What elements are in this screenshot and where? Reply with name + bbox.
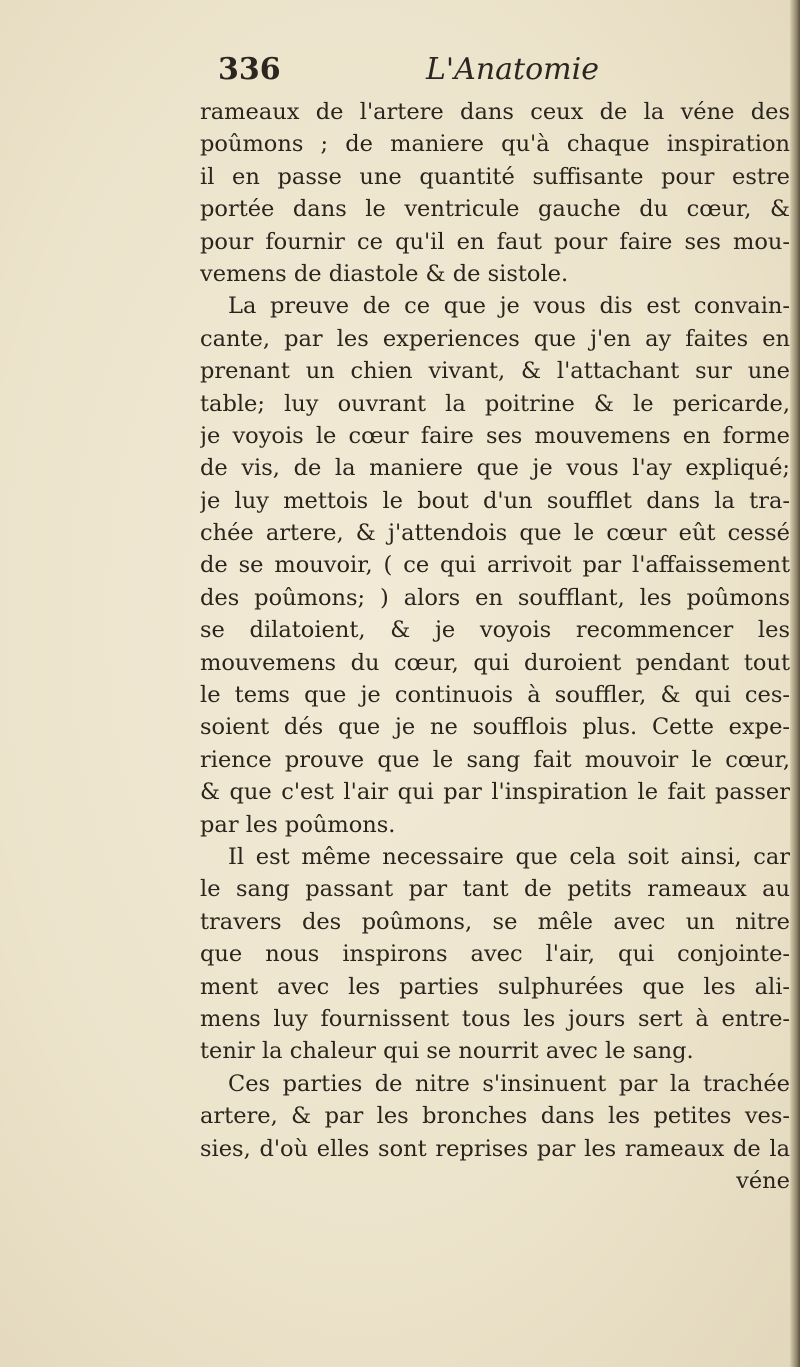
text-line: portée dans le ventricule gauche du cœur, & bbox=[200, 196, 790, 223]
text-line: La preuve de ce que je vous dis est convain- bbox=[228, 293, 790, 320]
text-line: sies, d'où elles sont reprises par les rameaux de la bbox=[200, 1135, 790, 1162]
text-line: travers des poûmons, se mêle avec un nitre bbox=[200, 908, 790, 935]
text-line: je luy mettois le bout d'un soufflet dans la tra- bbox=[200, 487, 790, 514]
text-line: mouvemens du cœur, qui duroient pendant tout bbox=[200, 649, 790, 676]
text-line: prenant un chien vivant, & l'attachant sur une bbox=[200, 358, 790, 385]
text-line: le tems que je continuois à souffler, & qui ces- bbox=[200, 682, 790, 709]
body-text bbox=[200, 96, 790, 1197]
text-line: table; luy ouvrant la poitrine & le pericarde, bbox=[200, 390, 790, 417]
text-line: vemens de diastole & de sistole. bbox=[200, 260, 569, 287]
text-line: se dilatoient, & je voyois recommencer les bbox=[200, 617, 790, 644]
text-line: soient dés que je ne soufflois plus. Cette expe- bbox=[200, 714, 790, 741]
text-line: mens luy fournissent tous les jours sert à entre- bbox=[200, 1005, 790, 1032]
text-line: & que c'est l'air qui par l'inspiration le fait passer bbox=[200, 779, 790, 806]
text-line: que nous inspirons avec l'air, qui conjointe- bbox=[200, 941, 790, 968]
text-line: chée artere, & j'attendois que le cœur eût cessé bbox=[200, 520, 790, 547]
page-number: 336 bbox=[218, 52, 281, 87]
text-line: le sang passant par tant de petits rameaux au bbox=[200, 876, 790, 903]
text-line: poûmons ; de maniere qu'à chaque inspiration bbox=[200, 131, 790, 158]
text-line: Ces parties de nitre s'insinuent par la trachée bbox=[228, 1070, 790, 1097]
text-line: véne bbox=[736, 1167, 790, 1194]
book-spine-shadow bbox=[790, 0, 800, 1367]
text-line: rameaux de l'artere dans ceux de la véne des bbox=[200, 99, 790, 125]
text-line: rience prouve que le sang fait mouvoir le cœur, bbox=[200, 746, 790, 773]
text-line: je voyois le cœur faire ses mouvemens en forme bbox=[200, 422, 790, 449]
text-line: de vis, de la maniere que je vous l'ay expliqué; bbox=[200, 455, 790, 482]
text-line: pour fournir ce qu'il en faut pour faire ses mou- bbox=[200, 228, 790, 255]
text-line: il en passe une quantité suffisante pour estre bbox=[200, 163, 790, 190]
running-title: L'Anatomie bbox=[426, 52, 599, 87]
text-line: cante, par les experiences que j'en ay faites en bbox=[200, 325, 790, 352]
text-line: tenir la chaleur qui se nourrit avec le sang. bbox=[200, 1038, 694, 1065]
text-line: artere, & par les bronches dans les petites ves- bbox=[200, 1103, 790, 1130]
text-line: ment avec les parties sulphurées que les ali- bbox=[200, 973, 790, 1000]
text-line: de se mouvoir, ( ce qui arrivoit par l'affaissement bbox=[200, 552, 790, 579]
text-line: par les poûmons. bbox=[200, 811, 396, 838]
page-header bbox=[218, 52, 778, 94]
text-line: Il est même necessaire que cela soit ainsi, car bbox=[228, 843, 790, 870]
text-line: des poûmons; ) alors en soufflant, les poûmons bbox=[200, 584, 790, 611]
